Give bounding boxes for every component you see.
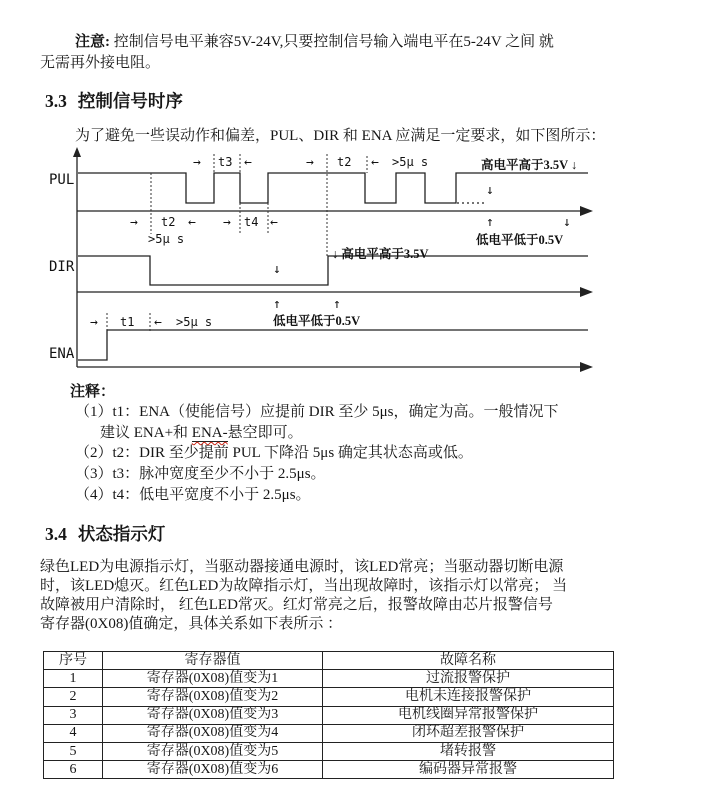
annotation-t2-top: t2 [337,155,352,169]
note-item-1: （1）t1：ENA（使能信号）应提前 DIR 至少 5μs，确定为高。一般情况下 [75,404,559,420]
table-row [44,706,614,724]
annotation-high-level-dir: ↓ 高电平高于3.5V [332,247,429,261]
cell-index: 4 [44,724,103,742]
pul-axis-arrowhead [580,206,593,216]
annotation-t2-mid: t2 [161,215,176,229]
timing-diagram [40,146,640,382]
note-item-2: （2）t2：DIR 至少提前 PUL 下降沿 5μs 确定其状态高或低。 [75,445,473,461]
section-heading-3-3 [45,88,183,113]
note-item-4: （4）t4：低电平宽度不小于 2.5μs。 [75,487,311,503]
notes-title: 注释： [70,384,116,400]
note-item-1b-pre: 建议 ENA+和 [100,425,192,441]
cell-fault: 编码器异常报警 [323,761,614,779]
led-paragraph-line3: 故障被用户清除时， 红色LED常灭。红灯常亮之后，报警故障由芯片报警信号 [40,597,553,613]
fault-table-wrapper [43,651,614,779]
note-text: 控制信号电平兼容5V-24V,只要控制信号输入端电平在5-24V 之间 就 [110,34,554,50]
section-title: 状态指示灯 [77,524,166,544]
arrow-left-icon: ← [371,155,378,170]
note-label: 注意: [75,34,110,50]
cell-index: 1 [44,670,103,688]
signal-label-dir: DIR [49,259,75,275]
led-paragraph-line2: 时，该LED熄灭。红色LED为故障指示灯，当出现故障时，该指示灯以常亮； 当 [40,578,568,594]
table-row [44,724,614,742]
annotation-5us-mid: >5μ s [148,232,185,246]
annotation-5us-top: >5μ s [392,155,429,169]
annotation-low-level-dir: 低电平低于0.5V [273,314,361,328]
header-cell-register: 寄存器值 [103,652,323,670]
arrow-right-icon: → [130,215,137,230]
arrow-right-icon: → [193,155,200,170]
dir-axis-arrowhead [580,287,593,297]
fault-table [43,651,614,779]
cell-fault: 过流报警保护 [323,670,614,688]
table-header-row [44,652,614,670]
cell-index: 3 [44,706,103,724]
section-title: 控制信号时序 [77,91,183,111]
ena-waveform [78,330,588,360]
cell-fault: 堵转报警 [323,742,614,760]
arrow-down-icon: ↓ [273,262,280,277]
arrow-up-icon: ↑ [273,297,280,312]
note-paragraph-line2: 无需再外接电阻。 [40,55,161,71]
arrow-right-icon: → [306,155,313,170]
cell-register: 寄存器(0X08)值变为6 [103,761,323,779]
arrow-up-icon: ↑ [333,297,340,312]
cell-register: 寄存器(0X08)值变为4 [103,724,323,742]
arrow-left-icon: ← [188,215,195,230]
arrow-down-icon: ↓ [486,183,493,198]
annotation-low-level-pul: 低电平低于0.5V [476,233,564,247]
cell-fault: 闭环超差报警保护 [323,724,614,742]
signal-label-ena: ENA [49,346,75,362]
axis-up-arrowhead [73,147,81,157]
intro-paragraph: 为了避免一些误动作和偏差，PUL、DIR 和 ENA 应满足一定要求，如下图所示： [75,128,606,144]
note-item-1b-post: 悬空即可。 [227,425,303,441]
arrow-right-icon: → [90,315,97,330]
header-cell-fault: 故障名称 [323,652,614,670]
section-number: 3.3 [45,91,67,111]
waveform-svg [40,146,640,382]
arrow-left-icon: ← [154,315,161,330]
arrow-down-icon: ↓ [563,215,570,230]
cell-register: 寄存器(0X08)值变为2 [103,688,323,706]
pul-waveform [78,173,588,203]
table-row [44,742,614,760]
annotation-t3: t3 [218,155,233,169]
ena-minus-text: ENA- [191,425,228,441]
section-number: 3.4 [45,524,67,544]
annotation-t1: t1 [120,315,135,329]
cell-register: 寄存器(0X08)值变为3 [103,706,323,724]
note-item-3: （3）t3：脉冲宽度至少不小于 2.5μs。 [75,466,326,482]
cell-fault: 电机线圈异常报警保护 [323,706,614,724]
table-row [44,670,614,688]
signal-label-pul: PUL [49,172,75,188]
arrow-up-icon: ↑ [486,215,493,230]
arrow-left-icon: ← [270,215,277,230]
note-item-1b [100,424,303,444]
led-paragraph-line4: 寄存器(0X08)值确定，具体关系如下表所示 ： [40,616,343,632]
annotation-5us-ena: >5μ s [176,315,213,329]
arrow-right-icon: → [223,215,230,230]
arrow-left-icon: ← [244,155,251,170]
cell-index: 6 [44,761,103,779]
annotation-high-level-pul: 高电平高于3.5V ↓ [481,158,578,172]
note-paragraph-line1 [40,33,670,53]
cell-index: 2 [44,688,103,706]
annotation-t4: t4 [244,215,259,229]
header-cell-index: 序号 [44,652,103,670]
cell-register: 寄存器(0X08)值变为1 [103,670,323,688]
led-paragraph-line1: 绿色LED为电源指示灯，当驱动器接通电源时，该LED常亮；当驱动器切断电源 [40,559,564,575]
table-row [44,688,614,706]
cell-index: 5 [44,742,103,760]
ena-axis-arrowhead [580,362,593,372]
section-heading-3-4 [45,521,165,546]
table-row [44,761,614,779]
cell-fault: 电机未连接报警保护 [323,688,614,706]
cell-register: 寄存器(0X08)值变为5 [103,742,323,760]
